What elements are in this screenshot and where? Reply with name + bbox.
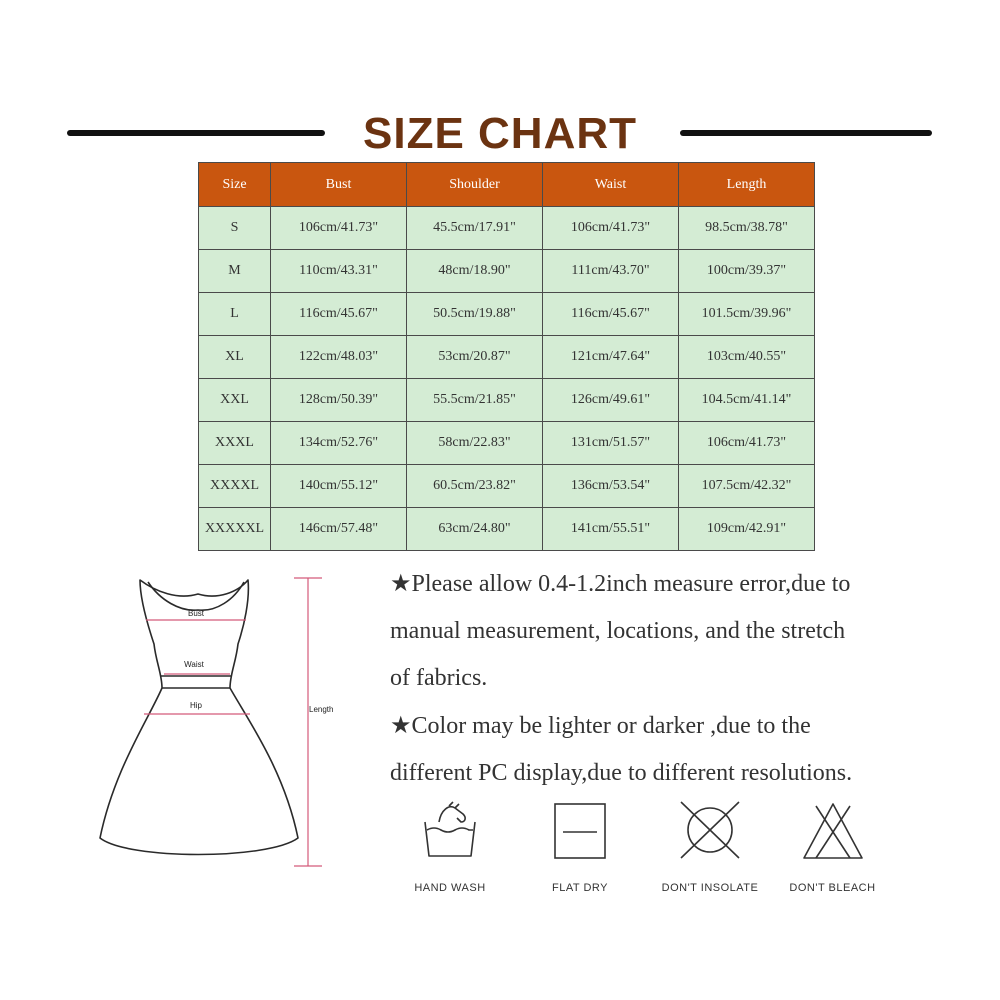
cell-waist: 141cm/55.51" [543,508,679,551]
table-row [199,250,815,293]
dont-insolate-icon [675,800,745,864]
table-row [199,465,815,508]
cell-waist: 116cm/45.67" [543,293,679,336]
cell-bust: 140cm/55.12" [271,465,407,508]
bust-label: Bust [187,609,205,618]
cell-size: XXXXXL [199,508,271,551]
waist-label: Waist [184,660,204,669]
care-label-flat-dry: FLAT DRY [552,882,608,894]
cell-length: 106cm/41.73" [679,422,815,465]
cell-shoulder: 60.5cm/23.82" [407,465,543,508]
cell-bust: 110cm/43.31" [271,250,407,293]
table-row [199,293,815,336]
size-table [198,162,815,551]
note-line-2: manual measurement, locations, and the stretch [390,618,846,644]
cell-shoulder: 63cm/24.80" [407,508,543,551]
cell-shoulder: 50.5cm/19.88" [407,293,543,336]
cell-waist: 136cm/53.54" [543,465,679,508]
cell-length: 109cm/42.91" [679,508,815,551]
table-row [199,379,815,422]
cell-length: 101.5cm/39.96" [679,293,815,336]
note-line-4: ★Color may be lighter or darker ,due to the [390,713,811,739]
table-row [199,422,815,465]
cell-shoulder: 55.5cm/21.85" [407,379,543,422]
cell-size: XXL [199,379,271,422]
title-rule-left [67,130,325,136]
cell-size: XXXL [199,422,271,465]
cell-length: 104.5cm/41.14" [679,379,815,422]
cell-size: XL [199,336,271,379]
dont-bleach-icon [798,800,868,864]
cell-shoulder: 53cm/20.87" [407,336,543,379]
cell-length: 100cm/39.37" [679,250,815,293]
header-shoulder: Shoulder [407,163,543,207]
cell-length: 107.5cm/42.32" [679,465,815,508]
cell-waist: 111cm/43.70" [543,250,679,293]
dress-waistband [161,676,232,688]
cell-shoulder: 45.5cm/17.91" [407,207,543,250]
cell-length: 103cm/40.55" [679,336,815,379]
care-dont-bleach [775,800,890,894]
cell-bust: 134cm/52.76" [271,422,407,465]
page-title: SIZE CHART [363,109,637,158]
note-line-3: of fabrics. [390,665,488,691]
note-line-1: ★Please allow 0.4-1.2inch measure error,due to [390,571,851,597]
cell-waist: 121cm/47.64" [543,336,679,379]
hand-wash-icon [415,800,485,864]
cell-size: M [199,250,271,293]
note-line-5: different PC display,due to different resolutions. [390,760,853,786]
care-label-dont-bleach: DON'T BLEACH [789,882,876,894]
dress-neckline [148,582,244,610]
cell-bust: 128cm/50.39" [271,379,407,422]
header-length: Length [679,163,815,207]
cell-length: 98.5cm/38.78" [679,207,815,250]
cell-shoulder: 48cm/18.90" [407,250,543,293]
header-waist: Waist [543,163,679,207]
care-dont-insolate [650,800,770,894]
table-header-row [199,163,815,207]
cell-size: L [199,293,271,336]
cell-waist: 126cm/49.61" [543,379,679,422]
cell-waist: 131cm/51.57" [543,422,679,465]
table-row [199,207,815,250]
length-label: Length [309,705,334,714]
hip-label: Hip [189,701,203,710]
cell-bust: 116cm/45.67" [271,293,407,336]
dress-diagram [88,570,348,875]
dress-outline [100,580,298,855]
cell-size: S [199,207,271,250]
care-label-dont-insolate: DON'T INSOLATE [661,882,759,894]
cell-size: XXXXL [199,465,271,508]
care-hand-wash [400,800,500,894]
cell-waist: 106cm/41.73" [543,207,679,250]
header-size: Size [199,163,271,207]
flat-dry-icon [545,800,615,864]
care-label-hand-wash: HAND WASH [414,882,486,894]
care-flat-dry [530,800,630,894]
table-row [199,336,815,379]
cell-bust: 106cm/41.73" [271,207,407,250]
table-row [199,508,815,551]
cell-shoulder: 58cm/22.83" [407,422,543,465]
title-rule-right [680,130,932,136]
cell-bust: 146cm/57.48" [271,508,407,551]
header-bust: Bust [271,163,407,207]
cell-bust: 122cm/48.03" [271,336,407,379]
